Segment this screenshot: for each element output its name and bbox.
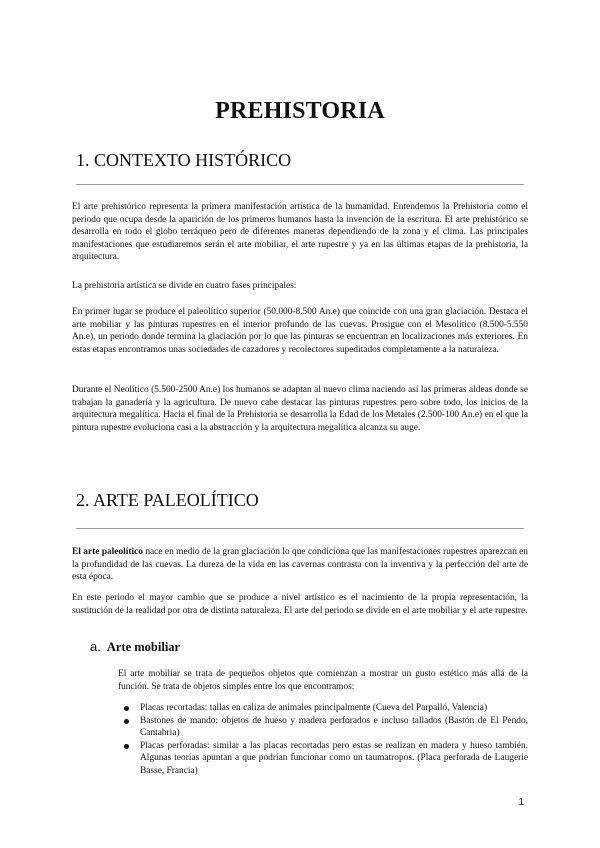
bullet-icon xyxy=(124,706,129,711)
bold-term: El arte paleolítico xyxy=(72,547,143,557)
paragraph: El arte mobiliar se trata de pequeños objetos que comienzan a mostrar un gusto estético más allá de la función. Se trata de objetos simples entre los que encontramos: xyxy=(118,669,528,692)
list-item: Bastones de mando: objetos de hueso y madera perforados e incluso tallados (Bastón de El Pendo, Cantabria) xyxy=(118,715,528,740)
paragraph: Durante el Neolítico (5.500-2500 An.e) los humanos se adaptan al nuevo clima naciendo así las primeras aldeas donde se trabajan la ganadería y la agricultura. De nuevo cabe destacar las pinturas rupestres pero sobre todo, los inicios de la arquitectura megalítica. Hacia el final de la Prehistoria se desarrolla la Edad de los Metales (2.500-100 An.e) en el que la pintura rupestre evoluciona casi a la abstracción y la arquitectura megalítica alcanza su auge. xyxy=(72,385,528,433)
paragraph: En primer lugar se produce el paleolítico superior (50.000-8.500 An.e) que coincide con una gran glaciación. Destaca el arte mobiliar y las pinturas rupestres en el interior profundo de las cuevas. Prosigue con el Mesolítico (8.500-5.550 An.e), un periodo donde termina la glaciación por lo que las pinturas se encuentran en localizaciones más exteriores. En estas etapas encontramos unas sociedades de cazadores y recolectores supeditados completamente a la naturaleza. xyxy=(72,307,528,355)
list-item: Placas recortadas: tallas en caliza de animales principalmente (Cueva del Parpalló, Valencia) xyxy=(118,702,528,715)
subsection-heading xyxy=(90,639,180,655)
paragraph-text: nace en medio de la gran glaciación lo que condiciona que las manifestaciones rupestres aparezcan en la profundidad de las cuevas. La dureza de la vida en las cavernas contrasta con la inventiva y la perfección del arte de esta época. xyxy=(72,547,528,583)
page-number: 1 xyxy=(518,797,524,808)
section-divider xyxy=(76,528,524,529)
subsection-title: Arte mobiliar xyxy=(106,640,181,654)
list-item: Placas perforadas: similar a las placas recortadas pero estas se realizan en madera y hueso también. Algunas teorías apuntan a que podrían funcionar como un taumatropos. (Placa perforada de Laugerie Basse, Francia) xyxy=(118,740,528,778)
bullet-icon xyxy=(124,719,129,724)
paragraph: La prehistoria artística se divide en cuatro fases principales: xyxy=(72,281,297,291)
paragraph xyxy=(72,546,528,584)
section-divider xyxy=(76,184,524,185)
bullet-list xyxy=(118,702,528,778)
section-heading-paleolitico: 2. ARTE PALEOLÍTICO xyxy=(76,490,259,510)
bullet-icon xyxy=(124,744,129,749)
subsection-letter: a. xyxy=(90,639,101,654)
section-heading-contexto: 1. CONTEXTO HISTÓRICO xyxy=(76,150,292,170)
document-title: PREHISTORIA xyxy=(215,98,385,124)
paragraph: En este periodo el mayor cambio que se produce a nivel artístico es el nacimiento de la propia representación, la sustitución de la realidad por otra de distinta naturaleza. El arte del periodo se divide en el arte mobiliar y el arte rupestre. xyxy=(72,593,528,616)
paragraph: El arte prehistórico representa la primera manifestación artística de la humanidad. Entendemos la Prehistoria como el periodo que ocupa desde la aparición de los primeros humanos hasta la invención de la escritura. El arte prehistórico se desarrolla en todo el globo terráqueo pero de diferentes maneras dependiendo de la zona y el clima. Las principales manifestaciones que estudiaremos serán el arte mobiliar, el arte rupestre y ya en las últimas etapas de la prehistoria, la arquitectura. xyxy=(72,202,528,263)
